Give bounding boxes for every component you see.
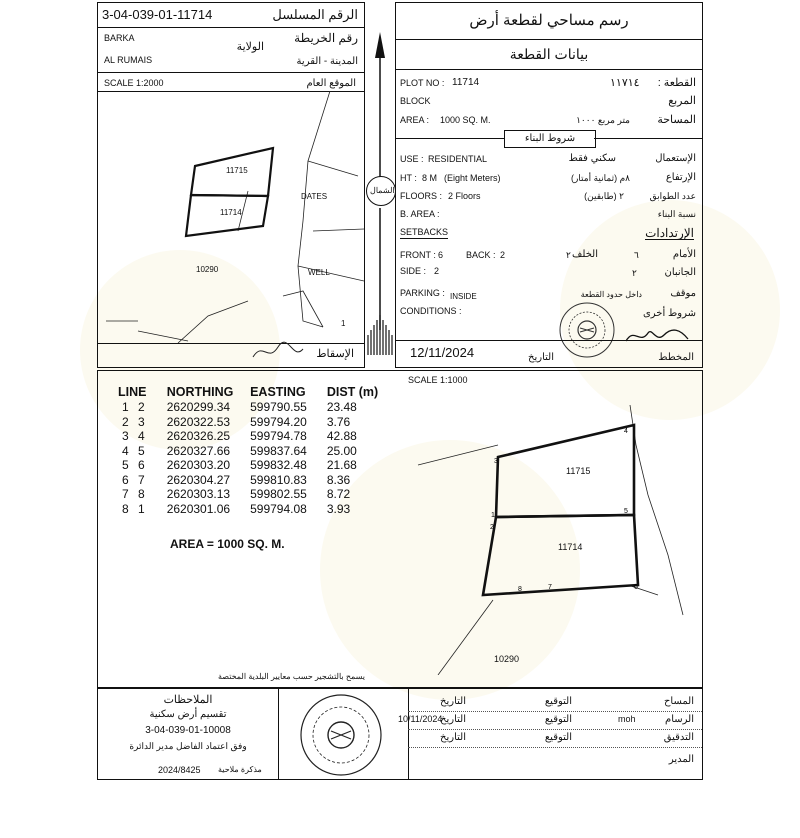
line-cell: [118, 473, 167, 488]
detail-scale: SCALE 1:1000: [408, 375, 468, 385]
map-number-label: رقم الخريطة: [294, 31, 358, 45]
height-ar-label: الإرتفاع: [665, 172, 696, 183]
remarks-reference: 3-04-039-01-10008: [145, 725, 231, 736]
vertex-label: 1: [491, 512, 495, 519]
line-cell: [118, 429, 167, 444]
detail-plot-drawing: [398, 385, 698, 675]
plot-no-value: 11714: [452, 77, 480, 88]
dist-cell: 21.68: [326, 458, 357, 472]
coordinates-table: [118, 385, 388, 516]
easting-cell: 599810.83: [250, 472, 307, 487]
northing-cell: 2620304.27: [166, 472, 231, 487]
trees-notice: يسمح بالتشجير حسب معايير البلدية المختصة: [218, 672, 366, 681]
line-cell: [118, 415, 167, 430]
side-ar-value: ٢: [632, 268, 637, 278]
line-cell: [118, 458, 167, 473]
parking-label: PARKING :: [400, 288, 445, 298]
line-to: 7: [138, 472, 145, 487]
general-location-label: الموقع العام: [306, 78, 356, 89]
conditions-label: CONDITIONS :: [400, 306, 462, 316]
easting-cell: 599794.20: [250, 414, 307, 429]
vertex-label: 7: [548, 584, 552, 591]
front-label: FRONT :: [400, 250, 436, 260]
map-plot-upper: 11715: [226, 166, 248, 175]
line-from: 7: [122, 487, 129, 501]
ministry-seal-icon: [558, 301, 616, 359]
northing-cell: 2620299.34: [166, 400, 231, 414]
dist-cell: 42.88: [326, 429, 357, 443]
area-ar-label: المساحة: [657, 114, 696, 126]
front-ar-value: ٦: [634, 250, 639, 260]
front-ar-label: الأمام: [672, 249, 696, 260]
block-label: BLOCK: [400, 96, 431, 106]
detail-plot-main: 11714: [558, 542, 583, 552]
header-easting: EASTING: [250, 385, 306, 399]
line-from: 3: [122, 429, 129, 443]
detail-plot-lower: 10290: [494, 654, 520, 664]
remarks-line1: تقسيم أرض سكنية: [149, 709, 227, 720]
coordinates-header-row: [118, 385, 388, 400]
line-cell: [118, 400, 167, 415]
town-label: المدينة - القرية: [296, 56, 358, 67]
line-to: 5: [138, 443, 145, 458]
side-value: 2: [434, 266, 440, 276]
front-value: 6: [438, 250, 444, 260]
area-total: AREA = 1000 SQ. M.: [170, 537, 285, 551]
building-area-label: B. AREA :: [400, 209, 440, 219]
signature-role: الرسام: [665, 714, 694, 725]
line-from: 4: [122, 443, 129, 458]
plot-date-label: التاريخ: [528, 352, 554, 363]
use-value: RESIDENTIAL: [428, 154, 488, 164]
plot-ar-value: ١١٧١٤: [610, 77, 640, 89]
dist-cell: 3.76: [326, 414, 351, 429]
coordinate-row: [118, 473, 388, 488]
signature-sign-label: التوقيع: [544, 714, 572, 725]
signature-date-label: التاريخ: [440, 696, 466, 707]
dist-cell: 25.00: [326, 443, 357, 458]
parking-value: INSIDE: [450, 292, 477, 301]
dist-cell: 8.72: [326, 487, 351, 501]
divider: [396, 69, 702, 70]
divider: [278, 689, 279, 779]
dist-cell: 8.36: [326, 472, 351, 487]
map-info-box: [97, 28, 365, 72]
floors-label: FLOORS :: [400, 191, 443, 201]
line-to: 2: [138, 400, 145, 414]
vertex-label: 8: [518, 586, 522, 593]
height-note: (Eight Meters): [444, 173, 501, 183]
coordinate-row: [118, 502, 388, 517]
line-cell: [118, 502, 167, 517]
coordinate-row: [118, 429, 388, 444]
parking-ar-value: داخل حدود القطعة: [580, 290, 642, 299]
signature-sign-label: التوقيع: [544, 696, 572, 707]
plot-data-box: [395, 2, 703, 368]
divider: [396, 39, 702, 40]
divider: [396, 138, 504, 139]
back-value: 2: [500, 250, 506, 260]
projection-label: الإسقاط: [316, 348, 354, 360]
easting-cell: 599790.55: [250, 400, 307, 414]
north-badge: [366, 176, 396, 206]
area-ar-value: متر مربع ١٠٠٠: [576, 115, 630, 125]
side-ar-label: الجانبان: [664, 267, 696, 278]
side-label: SIDE :: [400, 266, 427, 276]
signature-role: المدير: [668, 754, 694, 765]
map-plot-lower: 10290: [196, 265, 219, 274]
signature-role: التدقيق: [663, 732, 694, 743]
setbacks-ar-label: الإرتدادات: [645, 226, 694, 240]
setbacks-label: SETBACKS: [400, 227, 449, 237]
use-ar-value: سكني فقط: [568, 153, 616, 164]
location-map-box: [97, 72, 365, 368]
divider: [98, 343, 364, 344]
header-line: LINE: [118, 385, 147, 399]
location-map-scale: SCALE 1:2000: [104, 78, 164, 88]
remarks-line2: وفق اعتماد الفاضل مدير الدائرة: [129, 741, 247, 751]
serial-box: [97, 2, 365, 28]
coordinate-row: [118, 415, 388, 430]
wilayat-value: BARKA: [104, 33, 135, 43]
footer-box: [97, 688, 703, 780]
northing-cell: 2620303.13: [166, 487, 231, 501]
wilayat-label: الولاية: [236, 41, 264, 53]
dist-cell: 23.48: [326, 400, 357, 414]
signature-sign-label: التوقيع: [544, 732, 572, 743]
easting-cell: 599837.64: [250, 443, 307, 458]
floors-ar-label: عدد الطوابق: [649, 191, 696, 201]
divider: [594, 138, 702, 139]
coordinate-row: [118, 487, 388, 502]
document-title: رسم مساحي لقطعة أرض: [469, 12, 629, 29]
vertex-label: 4: [624, 428, 628, 435]
northing-cell: 2620327.66: [166, 443, 231, 458]
remarks-title: الملاحظات: [163, 694, 213, 706]
line-from: 1: [122, 400, 129, 414]
coordinate-row: [118, 400, 388, 415]
line-from: 5: [122, 458, 129, 472]
signature-name: moh: [618, 714, 636, 724]
map-plot-main: 11714: [220, 208, 242, 217]
line-from: 8: [122, 501, 129, 516]
back-label: BACK :: [466, 250, 496, 260]
line-to: 3: [138, 414, 145, 429]
map-number-one: 1: [341, 319, 346, 328]
vertex-label: 6: [634, 584, 638, 591]
easting-cell: 599794.08: [250, 501, 307, 516]
divider: [396, 340, 702, 341]
plot-ar-label: القطعة :: [657, 77, 696, 89]
remarks-memo-value: 2024/8425: [158, 765, 201, 775]
line-cell: [118, 444, 167, 459]
northing-cell: 2620322.53: [166, 414, 231, 429]
line-from: 6: [122, 472, 129, 487]
signature-row-line: [408, 729, 702, 730]
building-conditions-badge: [504, 130, 596, 148]
plot-data-subtitle: بيانات القطعة: [509, 46, 589, 62]
line-to: 8: [138, 487, 145, 501]
header-dist: DIST (m): [326, 385, 379, 399]
northing-cell: 2620303.20: [166, 458, 231, 472]
height-ar-value: ٨م (ثمانية أمتار): [570, 173, 630, 183]
building-conditions-label: شروط البناء: [524, 133, 576, 144]
north-label: الشمال: [370, 186, 395, 195]
vertex-label: 3: [494, 458, 498, 465]
signature-date-label: التاريخ: [440, 714, 466, 725]
divider: [408, 689, 409, 779]
block-ar-label: المربع: [668, 95, 696, 107]
floors-ar-value: ٢ (طابقين): [584, 191, 624, 201]
line-to: 6: [138, 458, 145, 472]
plot-no-label: PLOT NO :: [400, 78, 445, 88]
header-northing: NORTHING: [166, 385, 234, 399]
conditions-ar-label: شروط أخرى: [642, 308, 696, 319]
footer-seal-icon: [298, 693, 384, 777]
planner-signature-icon: [622, 323, 692, 349]
serial-label: الرقم المسلسل: [272, 7, 358, 22]
town-value: AL RUMAIS: [104, 55, 153, 65]
plot-date-value: 12/11/2024: [410, 345, 475, 360]
northing-cell: 2620326.25: [166, 429, 231, 443]
use-ar-label: الإستعمال: [655, 153, 696, 164]
easting-cell: 599802.55: [250, 487, 307, 501]
coordinate-row: [118, 458, 388, 473]
map-well-label: WELL: [308, 268, 330, 277]
signature-role: المساح: [663, 696, 694, 707]
floors-value: 2 Floors: [448, 191, 481, 201]
remarks-memo-label: مذكرة ملاحية: [218, 765, 262, 774]
coordinate-row: [118, 444, 388, 459]
height-value: 8 M: [422, 173, 438, 183]
planner-label: المخطط: [658, 352, 694, 363]
detail-area: [97, 370, 703, 688]
height-label: HT :: [400, 173, 417, 183]
vertex-label: 2: [490, 524, 494, 531]
location-map-drawing: [98, 91, 364, 343]
signature-row-line: [408, 711, 702, 712]
serial-number: 3-04-039-01-11714: [102, 7, 213, 22]
use-label: USE :: [400, 154, 424, 164]
parking-ar-label: موقف: [670, 288, 696, 299]
map-dates-label: DATES: [301, 192, 328, 201]
back-ar-label: الخلف: [572, 249, 598, 260]
line-to: 4: [138, 429, 145, 443]
area-value: 1000 SQ. M.: [440, 115, 491, 125]
line-cell: [118, 487, 167, 502]
northing-cell: 2620301.06: [166, 501, 231, 516]
back-ar-value: ٢: [566, 250, 571, 260]
line-from: 2: [122, 414, 129, 429]
detail-plot-upper: 11715: [566, 466, 591, 476]
signature-date-label: التاريخ: [440, 732, 466, 743]
dist-cell: 3.93: [326, 501, 351, 516]
easting-cell: 599832.48: [250, 458, 307, 472]
line-to: 1: [138, 501, 145, 516]
area-label: AREA :: [400, 115, 430, 125]
signature-row-line: [408, 747, 702, 748]
signature-date-value: 10/11/2024: [398, 714, 443, 724]
vertex-label: 5: [624, 508, 628, 515]
easting-cell: 599794.78: [250, 429, 307, 443]
projection-signature-icon: [248, 339, 308, 365]
building-area-ar-label: نسبة البناء: [657, 209, 696, 219]
